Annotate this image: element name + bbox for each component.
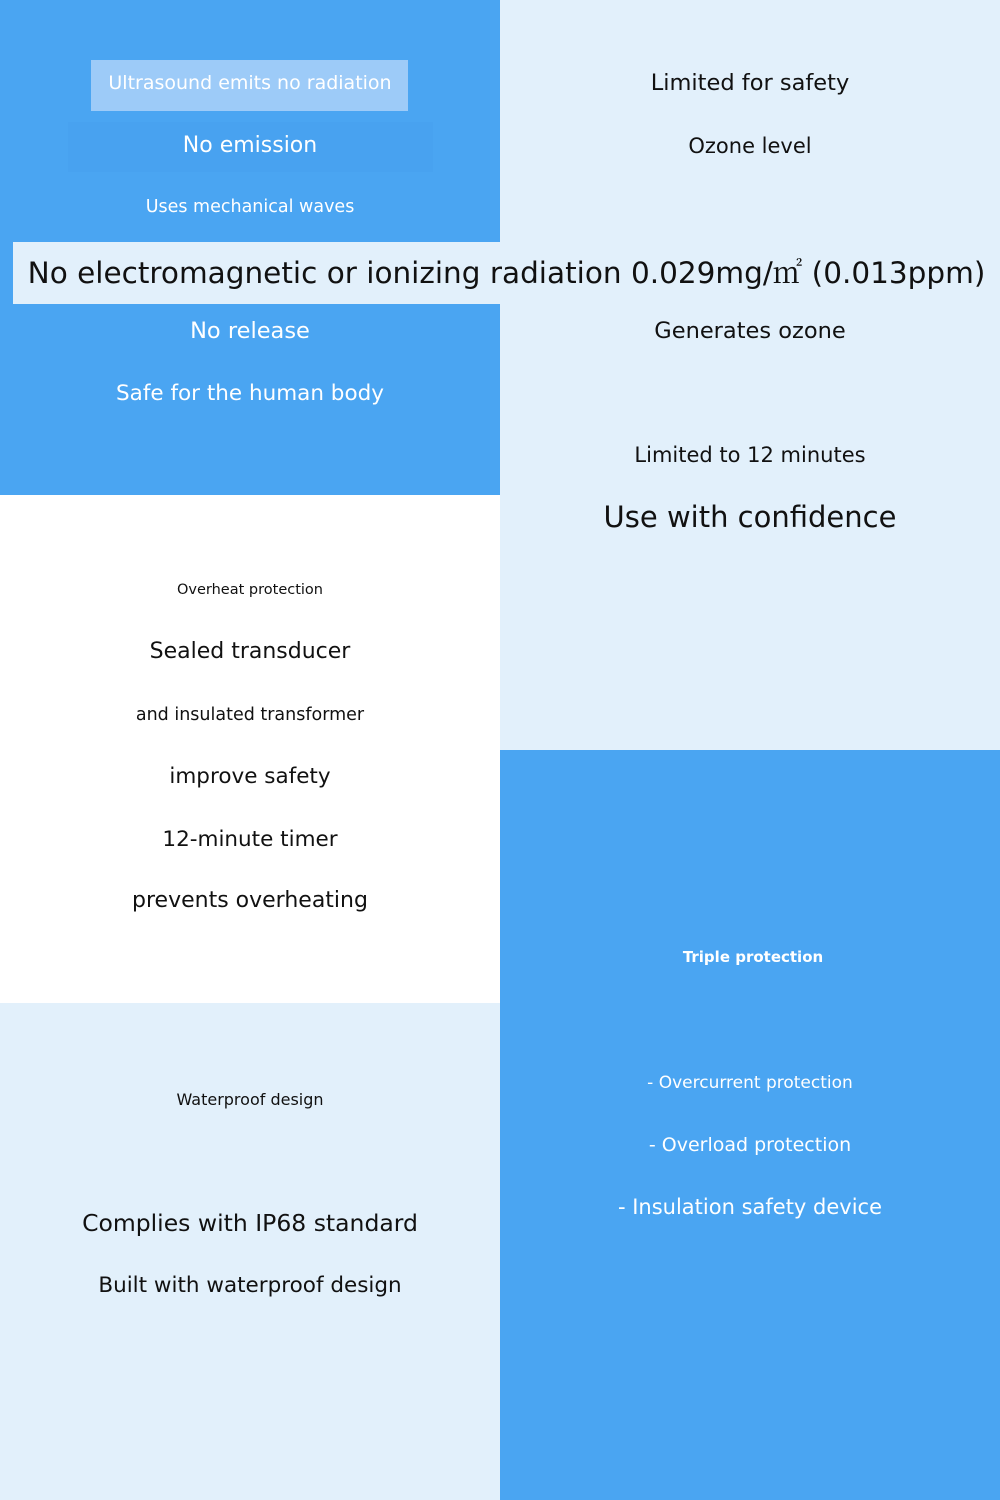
use-confidence-text: Use with confidence	[603, 500, 897, 534]
limited-minutes-text: Limited to 12 minutes	[634, 443, 866, 467]
mechanical-waves-text: Uses mechanical waves	[145, 197, 355, 217]
overload-item: - Overload protection	[648, 1134, 852, 1156]
waterproof-title: Waterproof design	[176, 1090, 324, 1109]
ozone-level-text: Ozone level	[688, 134, 812, 158]
ozone-panel	[500, 0, 1000, 750]
insulation-item: - Insulation safety device	[617, 1195, 883, 1219]
radiation-chip-label: Ultrasound emits no radiation	[108, 72, 392, 94]
limited-safety-text: Limited for safety	[650, 70, 850, 96]
overheat-title: Overheat protection	[177, 582, 323, 598]
overheat-panel	[0, 495, 500, 1003]
waterproof-panel	[0, 1003, 500, 1500]
safe-body-text: Safe for the human body	[116, 381, 384, 406]
no-emission-text: No emission	[182, 133, 318, 158]
built-waterproof-text: Built with waterproof design	[98, 1273, 402, 1298]
sealed-transducer-text: Sealed transducer	[149, 639, 351, 664]
triple-protection-title: Triple protection	[682, 948, 824, 966]
no-release-text: No release	[190, 318, 310, 344]
overcurrent-item: - Overcurrent protection	[647, 1073, 853, 1093]
prevents-overheating-text: prevents overheating	[132, 888, 368, 913]
improve-safety-text: improve safety	[169, 764, 331, 789]
radiation-banner-text: No electromagnetic or ionizing radiation 0.029mg/㎡ (0.013ppm)	[27, 256, 986, 290]
triple-protection-panel	[500, 750, 1000, 1500]
timer-text: 12-minute timer	[162, 827, 338, 852]
generates-ozone-text: Generates ozone	[654, 318, 846, 344]
ip68-text: Complies with IP68 standard	[82, 1209, 418, 1237]
insulated-transformer-text: and insulated transformer	[135, 705, 365, 725]
